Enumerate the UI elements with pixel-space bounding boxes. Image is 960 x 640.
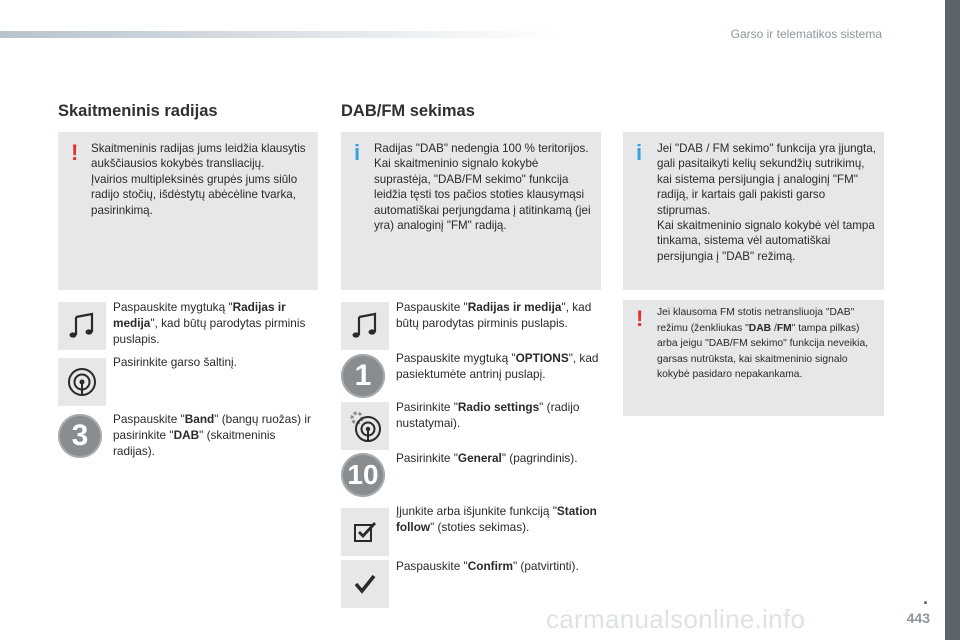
radio-source-icon — [58, 358, 106, 406]
warning-text: Jei klausoma FM stotis netransliuoja "DAB" režimu (ženkliukas "DAB /FM" tampa pilkas) arba jeigu "DAB/FM sekimo" funkcija neveikia, garsas nutrūksta, kai skaitmeninio signalo kokybė pasidaro nepakankama. — [657, 307, 869, 381]
page-number: 443 — [906, 610, 930, 626]
left-step-1-text: Paspauskite mygtuką "Radijas ir medija", kad būtų parodytas pirminis puslapis. — [113, 300, 306, 346]
info-box-dab-fm — [341, 132, 601, 290]
checkmark-icon — [341, 560, 389, 608]
checkbox-icon — [341, 508, 389, 556]
radio-settings-icon — [341, 402, 389, 450]
step-10-badge — [341, 453, 389, 501]
info-text: Jei "DAB / FM sekimo" funkcija yra įjungta, gali pasitaikyti kelių sekundžių sutrikimų, kai sistema persijungia į analoginį "FM" radiją, ir kartais gali pakisti garso stiprumas. Kai skaitmeninio signalo kokybė vėl tampa tinkama, sistema vėl automatiškai persijungia į "DAB" režimą. — [657, 142, 876, 263]
music-note-icon — [58, 302, 106, 350]
middle-step-6-text: Paspauskite "Confirm" (patvirtinti). — [396, 559, 579, 573]
info-text: Radijas "DAB" nedengia 100 % teritorijos. Kai skaitmeninio signalo kokybė suprastėja, "DAB/FM sekimo" funkcija leidžia tęsti tos pačios stoties klausymąsi automatiškai perjungdama į atitinkamą (jei yra) analoginį "FM" radiją. — [374, 142, 591, 233]
section-title-dab-fm: DAB/FM sekimas — [341, 102, 475, 120]
middle-step-1-text: Paspauskite "Radijas ir medija", kad būtų parodytas pirminis puslapis. — [396, 300, 592, 330]
left-step-3-text: Paspauskite "Band" (bangų ruožas) ir pasirinkite "DAB" (skaitmeninis radijas). — [113, 412, 311, 458]
section-title-digital-radio: Skaitmeninis radijas — [58, 102, 218, 120]
page-dot: . — [922, 588, 928, 608]
warning-icon: ! — [636, 306, 644, 331]
header-rule — [0, 31, 560, 38]
warning-box-digital-radio — [58, 132, 318, 290]
step-number: 3 — [58, 414, 102, 458]
info-icon: i — [354, 140, 361, 165]
info-icon: i — [636, 140, 643, 165]
page-edge-bar — [945, 0, 960, 640]
middle-step-2-text: Paspauskite mygtuką "OPTIONS", kad pasiektumėte antrinį puslapį. — [396, 351, 599, 381]
left-step-2-text: Pasirinkite garso šaltinį. — [113, 355, 237, 369]
music-note-icon — [341, 302, 389, 350]
watermark: carmanualsonline.info — [546, 604, 806, 634]
warning-icon: ! — [71, 140, 79, 165]
step-1-badge — [341, 354, 389, 402]
middle-step-4-text: Pasirinkite "General" (pagrindinis). — [396, 451, 578, 465]
info-box-dab-fm-notes — [623, 132, 884, 290]
warning-text: Skaitmeninis radijas jums leidžia klausytis aukščiausios kokybės transliacijų. Įvairios multipleksinės grupės jums siūlo radijo stočių, išdėstytų abėcėline tvarka, pasirinkimą. — [91, 142, 306, 217]
middle-step-5-text: Įjunkite arba išjunkite funkciją "Station follow" (stoties sekimas). — [396, 504, 597, 534]
warning-box-fm-station — [623, 300, 884, 416]
step-number: 10 — [341, 453, 385, 497]
step-number: 1 — [341, 354, 385, 398]
middle-step-3-text: Pasirinkite "Radio settings" (radijo nustatymai). — [396, 400, 580, 430]
page-header-title: Garso ir telematikos sistema — [730, 27, 882, 41]
step-3-badge — [58, 414, 106, 462]
